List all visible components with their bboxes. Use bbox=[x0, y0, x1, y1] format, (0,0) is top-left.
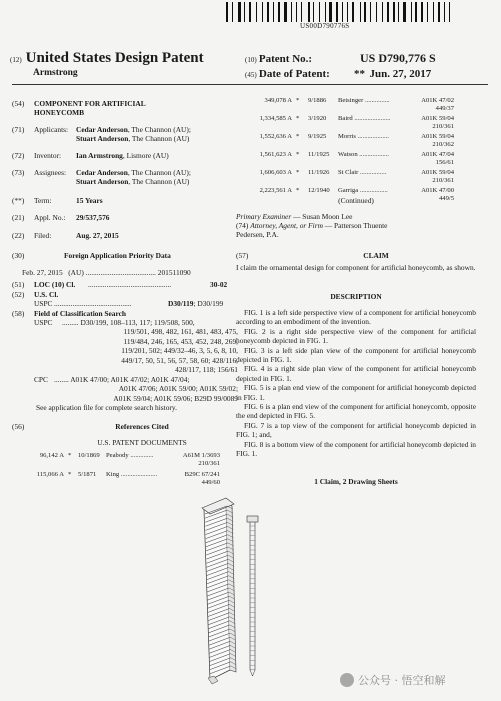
field-54: (54) COMPONENT FOR ARTIFICIAL HONEYCOMB bbox=[12, 99, 146, 117]
priority-entry: Feb. 27, 2015 (AU) ...................................... 201511090 bbox=[22, 268, 191, 277]
watermark: 公众号 · 悟空和解 bbox=[340, 672, 446, 688]
description-paragraph: FIG. 8 is a bottom view of the component for artificial honeycomb depicted in FIG. 1. bbox=[236, 439, 476, 459]
honeycomb-component-drawing bbox=[196, 480, 276, 685]
barcode-number: US00D790776S bbox=[300, 22, 350, 30]
description-paragraph: FIG. 3 is a left side plan view of the component for artificial honeycomb depicted in FIG. 1. bbox=[236, 345, 476, 365]
description-body bbox=[236, 308, 476, 459]
primary-examiner: Primary Examiner — Susan Moon Lee bbox=[236, 212, 353, 221]
barcode bbox=[226, 2, 472, 22]
field-72-inventor: (72) Inventor: Ian Armstrong, Lismore (AU) bbox=[12, 151, 169, 160]
description-heading: DESCRIPTION bbox=[330, 292, 382, 301]
description-paragraph: FIG. 6 is a plan end view of the component for artificial honeycomb, opposite the end depicted in FIG. 5. bbox=[236, 402, 476, 421]
header-rule bbox=[12, 84, 488, 85]
field-51-loc: (51) LOC (10) Cl. ............................................. 30-02 bbox=[12, 280, 228, 289]
field-52-us-cl: (52) U.S. Cl. USPC .......................................... D30/119; D30/199 bbox=[12, 290, 224, 308]
reference-item: 115,066 A * 5/1871 King ...................... B29C 67/241 449/60 bbox=[36, 471, 220, 486]
reference-list-left bbox=[14, 452, 220, 488]
reference-item: 1,334,585 A * 3/1920 Baird ...................... A01K 59/04 210/361 bbox=[259, 115, 454, 130]
patent-title: (12) United States Design Patent bbox=[10, 50, 204, 66]
claims-summary: 1 Claim, 2 Drawing Sheets bbox=[314, 477, 398, 486]
field-74-attorney: (74) Attorney, Agent, or Firm — Patterson Thuente Pedersen, P.A. bbox=[236, 221, 388, 240]
field-22-filed: (22) Filed: Aug. 27, 2015 bbox=[12, 231, 119, 240]
field-21-appl-no: (21) Appl. No.: 29/537,576 bbox=[12, 213, 110, 222]
description-paragraph: FIG. 4 is a right side plan view of the component for artificial honeycomb depicted in FIG. 1. bbox=[236, 364, 476, 383]
description-paragraph: FIG. 1 is a left side perspective view of a component for artificial honeycomb according to an embodiment of the invention. bbox=[236, 308, 476, 327]
continued-note: (Continued) bbox=[338, 196, 374, 205]
field-term: (**) Term: 15 Years bbox=[12, 196, 103, 205]
patent-date: ** Jun. 27, 2017 bbox=[354, 68, 432, 80]
reference-item: 2,223,561 A * 12/1940 Garriga ................. A01K 47/00 449/5 bbox=[259, 187, 454, 202]
reference-list-right bbox=[246, 97, 454, 204]
patent-number: US D790,776 S bbox=[360, 51, 436, 65]
field-30-priority: (30) Foreign Application Priority Data bbox=[12, 251, 171, 260]
reference-item: 1,552,636 A * 9/1925 Morris ................... A01K 59/04 210/362 bbox=[259, 133, 454, 148]
date-label-line: (45) Date of Patent: bbox=[245, 68, 330, 80]
claim-text: I claim the ornamental design for component for artificial honeycomb, as shown. bbox=[236, 263, 476, 272]
reference-item: 349,078 A * 9/1886 Betsinger ............... A01K 47/02 449/37 bbox=[264, 97, 454, 112]
inventor-surname: Armstrong bbox=[33, 68, 78, 78]
patent-number-line: (10) Patent No.: bbox=[245, 53, 313, 65]
uspc-classes: ......... D30/199, 108–113, 117; 119/508, 500, 119/501, 498, 482, 161, 481, 483, 475, 119/484, 246, 165, 453, 452, 248, 269, 119/201, 502; 449/32–46, 3, 5, 6, 8, 10, 449/17, 50, 51, 56, 57, 58, 60; 428/116, 428/117, 118; 156/61 bbox=[62, 318, 238, 375]
reference-item: 1,606,603 A * 11/1926 St Clair ................ A01K 59/04 210/361 bbox=[259, 169, 454, 184]
field-56-references: (56) References Cited U.S. PATENT DOCUMENTS bbox=[12, 422, 187, 447]
reference-item: 96,142 A * 10/1869 Peabody .............. A61M 1/3693 210/361 bbox=[39, 452, 220, 467]
cpc-classes: ........ A01K 47/00; A01K 47/02; A01K 47/04; A01K 47/06; A01K 59/00; A01K 59/02; A01K 59/04; A01K 59/06; B29D 99/0089 bbox=[54, 375, 238, 403]
field-73-assignees: (73) Assignees: Cedar Anderson, The Channon (AU); Stuart Anderson, The Channon (AU) bbox=[12, 168, 191, 186]
reference-item: 1,561,623 A * 11/1925 Watson .................. A01K 47/04 156/61 bbox=[259, 151, 454, 166]
description-paragraph: FIG. 5 is a plan end view of the component for artificial honeycomb depicted in FIG. 1. bbox=[236, 383, 476, 402]
field-58-search: (58) Field of Classification Search USPC ......... D30/199, 108–113, 117; 119/508, 500, 119/501, 498, 482, 161, 481, 483, 475, 119/484, 246, 165, 453, 452, 248, 269, 119/201, 502; 449/32–46, 3, 5, 6, 8, 10, 449/17, 50, 51, 56, 57, 58, 60; 428/116, 428/117, 118; 156/61 CPC ........ A01K 47/00; A01K 47/02; A01K 47/04; A01K 47/06; A01K 59/00; A01K 59/02; A01K 59/04; A01K 59/06; B29D 99/0089 See application file for complete search history. bbox=[12, 309, 238, 412]
description-paragraph: FIG. 7 is a top view of the component for artificial honeycomb depicted in FIG. 1; and, bbox=[236, 420, 476, 440]
description-paragraph: FIG. 2 is a right side perspective view of the component for artificial honeycomb depicted in FIG. 1. bbox=[236, 326, 476, 346]
field-57-claim-heading: (57) CLAIM bbox=[236, 251, 389, 260]
wechat-icon bbox=[340, 673, 354, 687]
field-71-applicants: (71) Applicants: Cedar Anderson, The Channon (AU); Stuart Anderson, The Channon (AU) bbox=[12, 125, 191, 143]
